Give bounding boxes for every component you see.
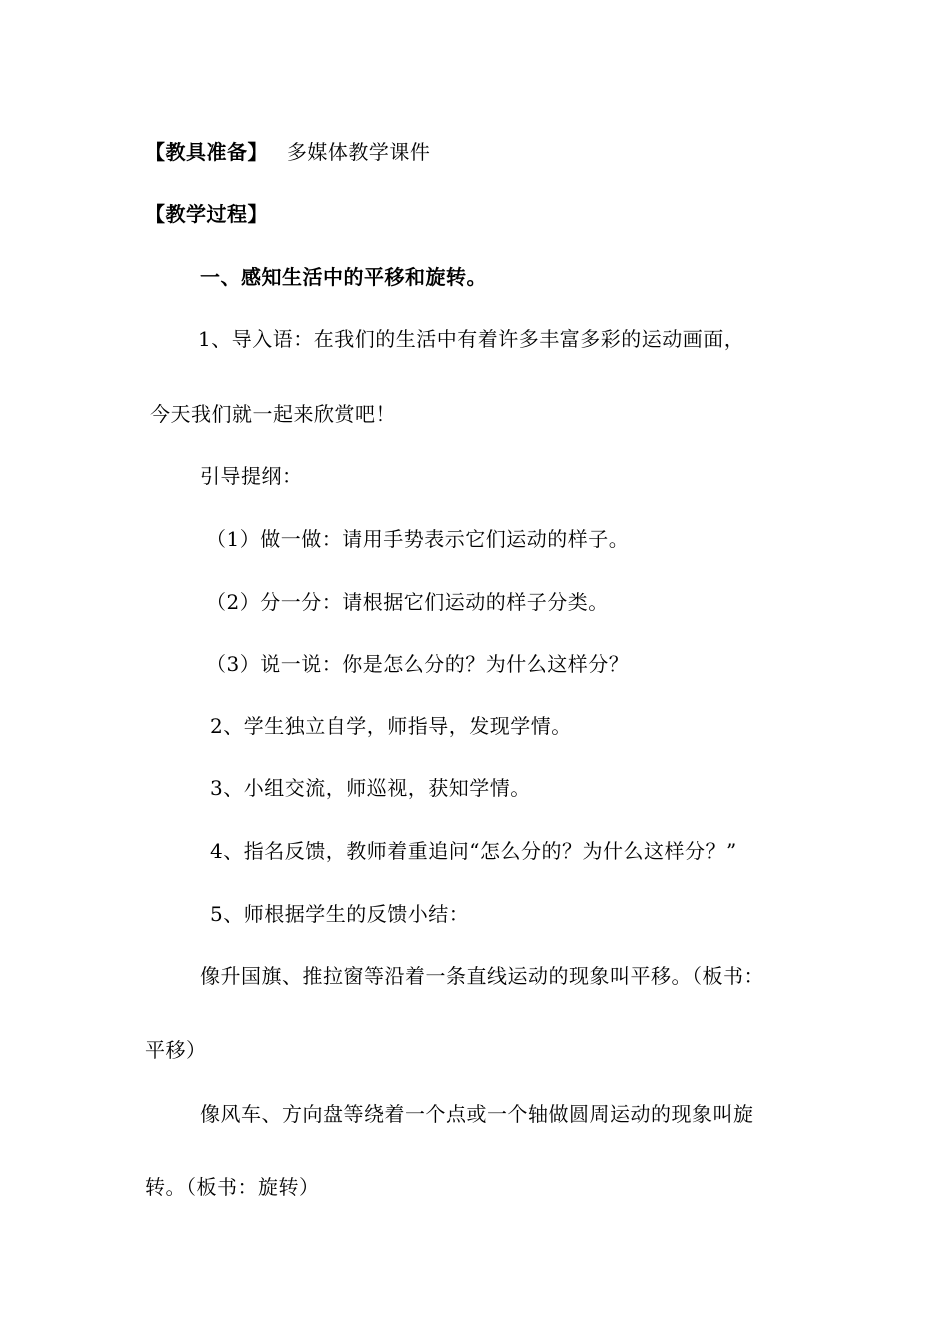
- tools-line: [145, 138, 430, 166]
- intro-line-2: 今天我们就一起来欣赏吧！: [150, 402, 396, 426]
- section1-title: 一、感知生活中的平移和旋转。: [200, 265, 487, 289]
- guide-item: （3）说一说：你是怎么分的？为什么这样分？: [206, 652, 630, 676]
- summary-translation-line-1: 像升国旗、推拉窗等沿着一条直线运动的现象叫平移。（板书：: [200, 964, 764, 988]
- summary-translation-line-2: 平移）: [145, 1038, 207, 1062]
- step-item: 2、学生独立自学，师指导，发现学情。: [210, 714, 572, 738]
- tools-value: 多媒体教学课件: [286, 140, 431, 164]
- guide-title: 引导提纲：: [200, 464, 303, 488]
- step-item: 3、小组交流，师巡视，获知学情。: [210, 776, 531, 800]
- guide-item: （1）做一做：请用手势表示它们运动的样子。: [206, 527, 630, 551]
- tools-label: 【教具准备】: [145, 140, 268, 164]
- intro-line-1: 1、导入语：在我们的生活中有着许多丰富多彩的运动画面，: [198, 327, 745, 351]
- process-heading: 【教学过程】: [145, 202, 268, 226]
- guide-item: （2）分一分：请根据它们运动的样子分类。: [206, 590, 609, 614]
- step-item: 5、师根据学生的反馈小结：: [210, 902, 470, 926]
- summary-rotation-line-2: 转。（板书：旋转）: [145, 1175, 320, 1199]
- summary-rotation-line-1: 像风车、方向盘等绕着一个点或一个轴做圆周运动的现象叫旋: [200, 1102, 754, 1126]
- step-item: 4、指名反馈，教师着重追问“怎么分的？为什么这样分？”: [210, 839, 737, 863]
